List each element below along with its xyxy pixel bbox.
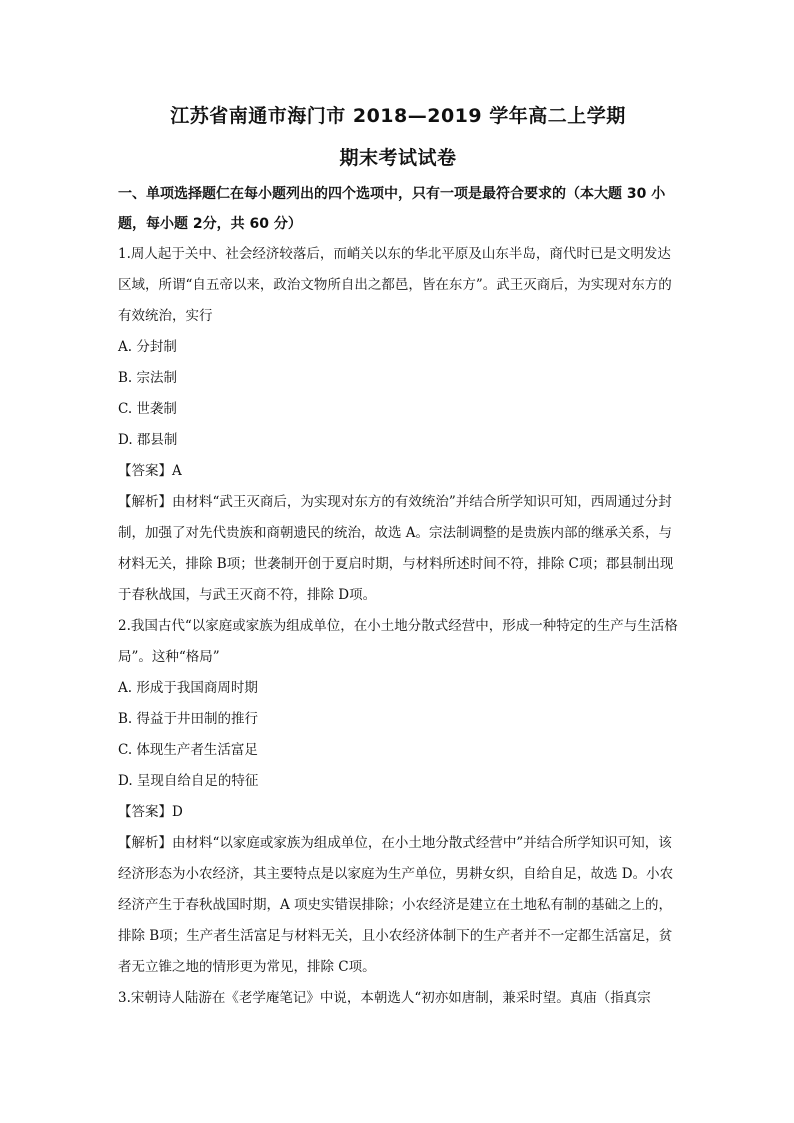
option-d: D. 呈现自给自足的特征 [118,773,259,789]
question-2 [118,611,678,983]
option-a: A. 分封制 [118,339,177,355]
option-d: D. 郡县制 [118,432,178,448]
question-1 [118,239,678,611]
analysis: 【解析】由材料“武王灭商后，为实现对东方的有效统治”并结合所学知识可知，西周通过分封制，加强了对先代贵族和商朝遗民的统治，故选 A。宗法制调整的是贵族内部的继承关系，与材料无关，排除 B项；世袭制开创于夏启时期，与材料所述时间不符，排除 C项；郡县制出现于春秋战国，与武王灭商不符，排除 D项。 [118,494,674,603]
option-b: B. 得益于井田制的推行 [118,711,259,727]
option-c: C. 世袭制 [118,401,177,417]
question-3-stem: 3.宋朝诗人陆游在《老学庵笔记》中说，本朝选人“初亦如唐制，兼采时望。真庙（指真宗 [118,990,651,1006]
document-content [118,97,678,1014]
option-a: A. 形成于我国商周时期 [118,680,258,696]
answer: 【答案】D [118,804,183,820]
document-title-line1: 江苏省南通市海门市 2018—2019 学年高二上学期 [170,105,626,127]
question-stem: 2.我国古代“以家庭或家族为组成单位，在小土地分散式经营中，形成一种特定的生产与生活格局”。这种“格局” [118,618,678,665]
section-heading: 一、单项选择题仁在每小题列出的四个选项中，只有一项是最符合要求的（本大题 30 小题，每小题 2分，共 60 分） [118,186,666,232]
analysis: 【解析】由材料“以家庭或家族为组成单位，在小土地分散式经营中”并结合所学知识可知，该经济形态为小农经济，其主要特点是以家庭为生产单位，男耕女织，自给自足，故选 D。小农经济产生于春秋战国时期，A 项史实错误排除；小农经济是建立在土地私有制的基础之上的，排除 B项；生产者生活富足与材料无关，且小农经济体制下的生产者并不一定都生活富足，贫者无立锥之地的情形更为常见，排除 C项。 [118,835,674,975]
question-stem: 1.周人起于关中、社会经济较落后，而峭关以东的华北平原及山东半岛，商代时已是文明发达区域，所谓“自五帝以来，政治文物所自出之都邑，皆在东方”。武王灭商后，为实现对东方的有效统治，实行 [118,246,672,324]
option-c: C. 体现生产者生活富足 [118,742,258,758]
answer: 【答案】A [118,463,182,479]
document-title-line2: 期末考试试卷 [339,147,457,169]
option-b: B. 宗法制 [118,370,178,386]
